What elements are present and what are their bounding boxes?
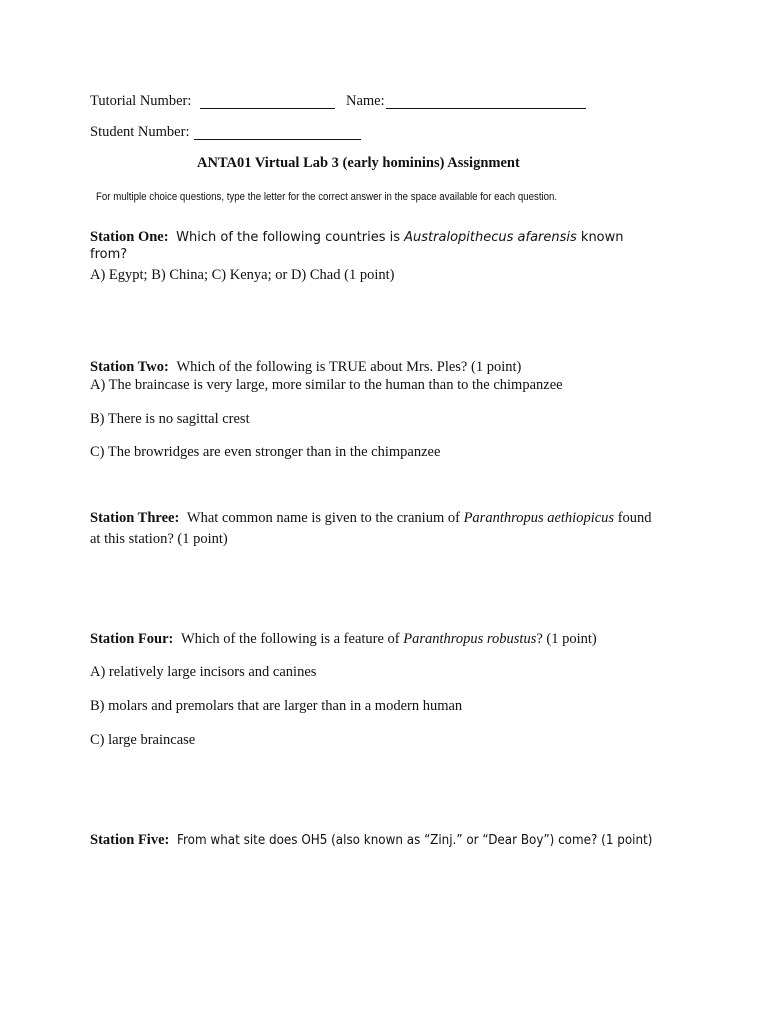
station-two-option-b: B) There is no sagittal crest [90,411,250,427]
tutorial-number-field[interactable] [200,108,335,109]
station-four-text-post: ? (1 point) [536,631,597,647]
tutorial-number-label: Tutorial Number: [90,93,192,109]
station-one-species: Australopithecus afarensis [404,230,577,245]
name-label: Name: [346,93,385,109]
station-four-text-pre: Which of the following is a feature of [181,631,404,647]
station-four-option-c: C) large braincase [90,732,196,748]
instructions: For multiple choice questions, type the letter for the correct answer in the space available for each question. [96,191,558,203]
station-two-option-c: C) The browridges are even stronger than in the chimpanzee [90,444,441,460]
station-four-question [90,631,597,648]
name-field[interactable] [386,108,586,109]
page-title: ANTA01 Virtual Lab 3 (early hominins) Assignment [197,155,520,171]
station-one-question-line2: from? [90,247,128,262]
station-one-text-post: known [576,230,624,245]
station-four-lead: Station Four: [90,631,174,647]
station-five-lead: Station Five: [90,832,170,848]
student-number-field[interactable] [194,139,361,140]
station-four-species: Paranthropus robustus [403,631,537,647]
student-number-label: Student Number: [90,124,190,140]
station-one-options: A) Egypt; B) China; C) Kenya; or D) Chad (1 point) [90,267,395,283]
station-three-question [90,510,652,527]
station-three-lead: Station Three: [90,510,180,526]
station-one-lead: Station One: [90,229,169,245]
station-three-text-post: found [614,510,652,526]
station-two-lead: Station Two: [90,359,169,375]
station-one-text-pre: Which of the following countries is [176,230,405,245]
station-three-question-line2: at this station? (1 point) [90,531,228,547]
station-two-text: Which of the following is TRUE about Mrs. Ples? (1 point) [176,359,522,375]
station-three-text-pre: What common name is given to the cranium of [186,510,464,526]
station-four-option-b: B) molars and premolars that are larger than in a modern human [90,698,463,714]
station-four-option-a: A) relatively large incisors and canines [90,664,317,680]
station-one-question [90,229,624,246]
station-three-species: Paranthropus aethiopicus [463,510,615,526]
station-five-question [90,832,694,849]
station-two-option-a: A) The braincase is very large, more similar to the human than to the chimpanzee [90,377,563,393]
station-five-text: From what site does OH5 (also known as “Zinj.” or “Dear Boy”) come? (1 point) [176,833,653,848]
station-two-question [90,359,521,376]
